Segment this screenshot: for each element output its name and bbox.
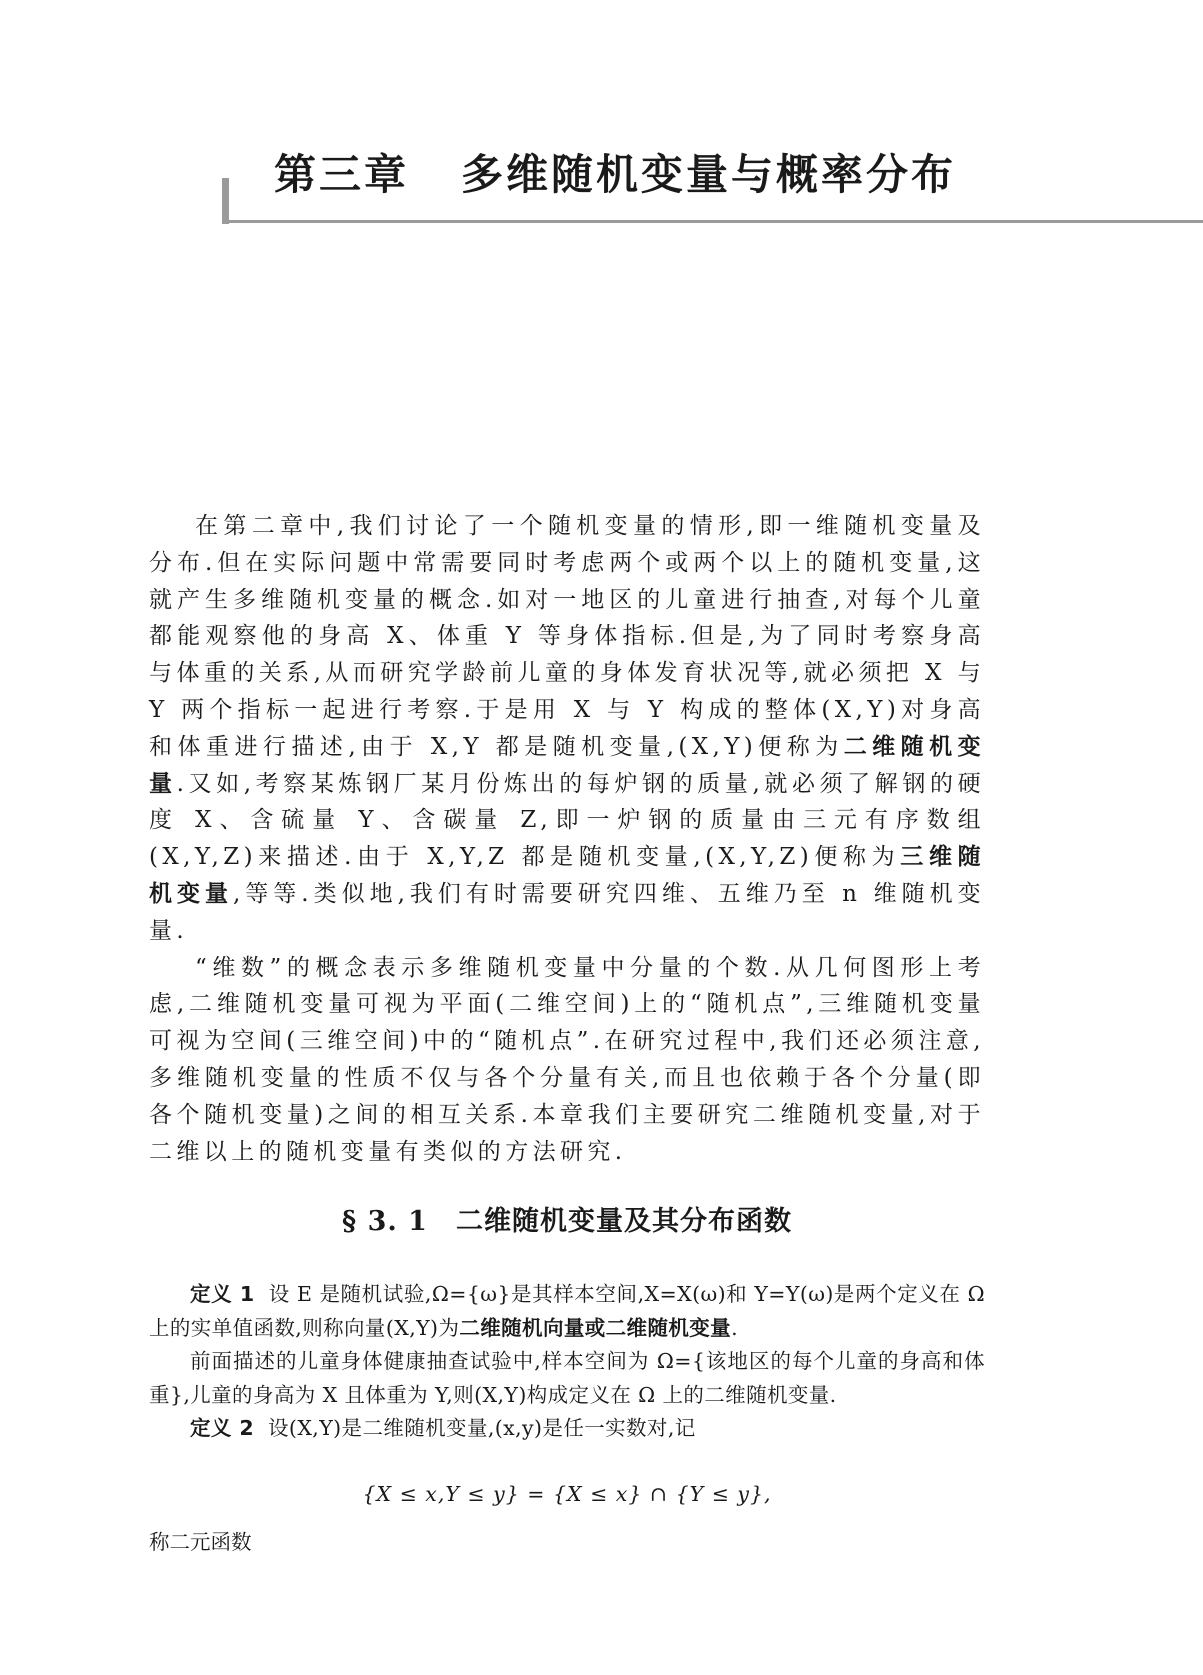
event-formula: {X ≤ x,Y ≤ y} = {X ≤ x} ∩ {Y ≤ y}, — [362, 1482, 772, 1506]
intro-paragraph-2: “维数”的概念表示多维随机变量中分量的个数.从几何图形上考虑,二维随机变量可视为平面(二维空间)上的“随机点”,三维随机变量可视为空间(三维空间)中的“随机点”.在研究过程中,我们还必须注意,多维随机变量的性质不仅与各个分量有关,而且也依赖于各个分量(即各个随机变量)之间的相互关系.本章我们主要研究二维随机变量,对于二维以上的随机变量有类似的方法研究. — [149, 954, 985, 1165]
closing-text: 称二元函数 — [149, 1530, 252, 1554]
intro-paragraph-1: 在第二章中,我们讨论了一个随机变量的情形,即一维随机变量及分布.但在实际问题中常需要同时考虑两个或两个以上的随机变量,这就产生多维随机变量的概念.如对一地区的儿童进行抽查,对每个儿童都能观察他的身高 X、体重 Y 等身体指标.但是,为了同时考察身高与体重的关系,从而研究学龄前儿童的身体发育状况等,就必须把 X 与 Y 两个指标一起进行考察.于是用 X 与 Y 构成的整体(X,Y)对身高和体重进行描述,由于 X,Y 都是随机变量,(X,Y)便称为二维随机变量.又如,考察某炼钢厂某月份炼出的每炉钢的质量,就必须了解钢的硬度 X、含硫量 Y、含碳量 Z,即一炉钢的质量由三元有序数组(X,Y,Z)来描述.由于 X,Y,Z 都是随机变量,(X,Y,Z)便称为三维随机变量,等等.类似地,我们有时需要研究四维、五维乃至 n 维随机变量. — [149, 513, 986, 944]
definition-1-label: 定义 1 — [190, 1282, 255, 1306]
term-2d-random-variable: 二维随机变量 — [149, 733, 986, 797]
chapter-introduction — [149, 508, 985, 1170]
chapter-number: 第三章 — [274, 150, 410, 199]
section-number: § 3. 1 — [342, 1206, 428, 1237]
section-name: 二维随机变量及其分布函数 — [455, 1206, 792, 1237]
definition-2: 定义 2 设(X,Y)是二维随机变量,(x,y)是任一实数对,记 — [190, 1416, 696, 1440]
chapter-header — [222, 148, 1203, 224]
section-body — [149, 1278, 985, 1446]
term-3d-random-variable: 三维随机变量 — [149, 844, 985, 907]
definition-1: 定义 1 设 E 是随机试验,Ω={ω}是其样本空间,X=X(ω)和 Y=Y(ω)是两个定义在 Ω 上的实单值函数,则称向量(X,Y)为二维随机向量或二维随机变量. — [149, 1282, 985, 1340]
chapter-side-bar — [222, 178, 229, 224]
chapter-underline — [222, 220, 1203, 223]
term-2d-random-vector: 二维随机向量或二维随机变量 — [459, 1315, 732, 1340]
section-title — [149, 1208, 985, 1235]
example-paragraph: 前面描述的儿童身体健康抽查试验中,样本空间为 Ω={该地区的每个儿童的身高和体重},儿童的身高为 X 且体重为 Y,则(X,Y)构成定义在 Ω 上的二维随机变量. — [149, 1349, 985, 1407]
chapter-name: 多维随机变量与概率分布 — [461, 150, 957, 199]
chapter-title — [274, 150, 957, 199]
definition-2-label: 定义 2 — [190, 1416, 255, 1440]
